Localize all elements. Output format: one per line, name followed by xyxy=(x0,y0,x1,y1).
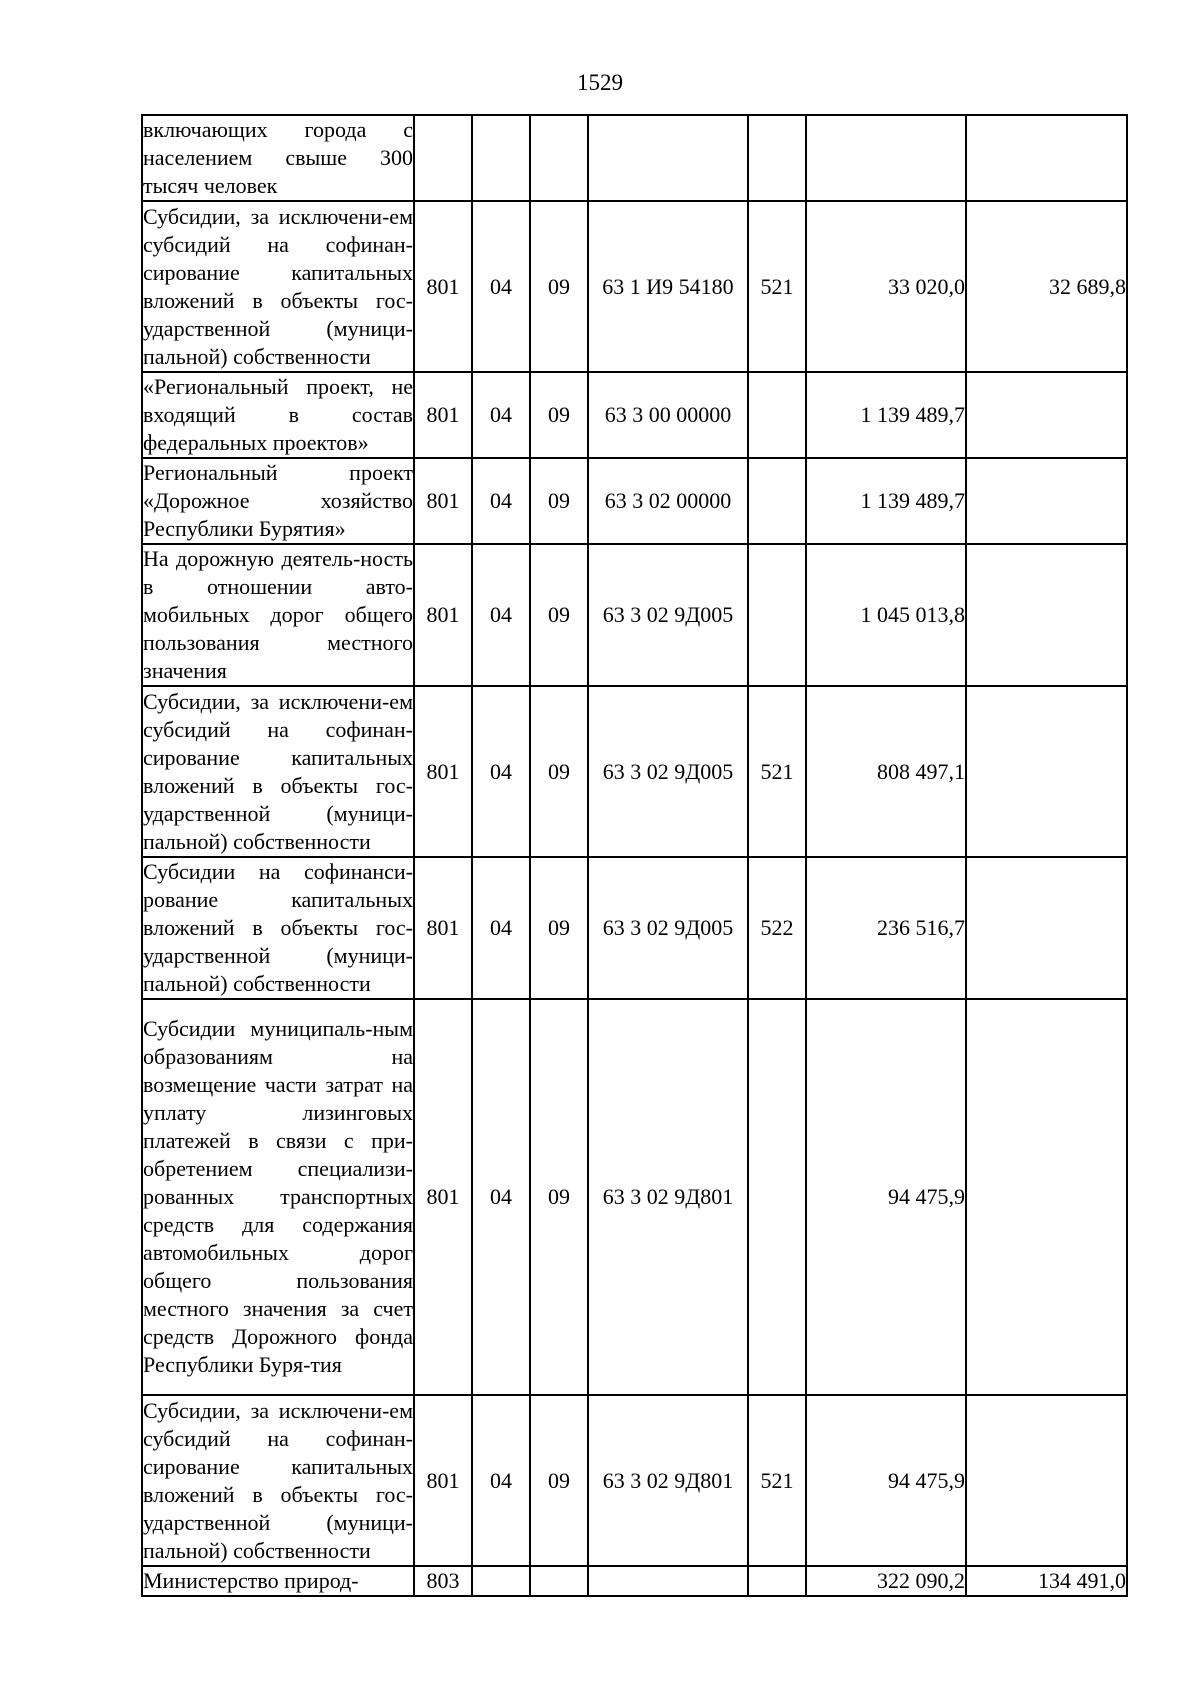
table-row xyxy=(142,544,1127,686)
amount-cell xyxy=(966,857,1127,999)
row-name-cell: На дорожную деятель-ность в отношении авто-мобильных дорог общего пользования местного значения xyxy=(142,544,414,686)
amount-cell: 808 497,1 xyxy=(806,686,966,857)
amount-cell: 1 139 489,7 xyxy=(806,458,966,544)
ministry-code-cell: 801 xyxy=(414,1395,472,1566)
subsection-cell: 09 xyxy=(530,544,588,686)
amount-cell xyxy=(966,1395,1127,1566)
ministry-code-cell: 801 xyxy=(414,857,472,999)
section-cell: 04 xyxy=(472,686,530,857)
expense-type-cell: 521 xyxy=(748,686,806,857)
section-cell: 04 xyxy=(472,544,530,686)
expense-type-cell xyxy=(748,1566,806,1596)
table-row xyxy=(142,372,1127,458)
table-row xyxy=(142,857,1127,999)
row-name-cell: Субсидии муниципаль-ным образованиям на возмещение части затрат на уплату лизинговых платежей в связи с при-обретением специализи-рованных транспортных средств для содержания автомобильных дорог общего пользования местного значения за счет средств Дорожного фонда Республики Буря-тия xyxy=(142,999,414,1395)
ministry-code-cell: 803 xyxy=(414,1566,472,1596)
table-row xyxy=(142,201,1127,372)
row-name-cell: Региональный проект «Дорожное хозяйство Республики Бурятия» xyxy=(142,458,414,544)
section-cell xyxy=(472,115,530,201)
expense-type-cell xyxy=(748,999,806,1395)
expense-type-cell: 522 xyxy=(748,857,806,999)
ministry-code-cell: 801 xyxy=(414,544,472,686)
section-cell: 04 xyxy=(472,1395,530,1566)
amount-cell xyxy=(966,686,1127,857)
ministry-code-cell: 801 xyxy=(414,458,472,544)
subsection-cell: 09 xyxy=(530,857,588,999)
expense-type-cell xyxy=(748,458,806,544)
subsection-cell xyxy=(530,1566,588,1596)
subsection-cell: 09 xyxy=(530,458,588,544)
table-row xyxy=(142,1566,1127,1596)
ministry-code-cell: 801 xyxy=(414,201,472,372)
amount-cell: 236 516,7 xyxy=(806,857,966,999)
expense-type-cell xyxy=(748,115,806,201)
section-cell: 04 xyxy=(472,999,530,1395)
section-cell: 04 xyxy=(472,372,530,458)
section-cell: 04 xyxy=(472,201,530,372)
ministry-code-cell xyxy=(414,115,472,201)
amount-cell: 322 090,2 xyxy=(806,1566,966,1596)
table-row xyxy=(142,1395,1127,1566)
target-article-cell xyxy=(588,115,748,201)
table-row xyxy=(142,999,1127,1395)
row-name-cell: Субсидии, за исключени-ем субсидий на софинан-сирование капитальных вложений в объекты гос-ударственной (муници-пальной) собственности xyxy=(142,1395,414,1566)
target-article-cell: 63 3 00 00000 xyxy=(588,372,748,458)
amount-cell: 1 139 489,7 xyxy=(806,372,966,458)
amount-cell xyxy=(806,115,966,201)
amount-cell xyxy=(966,458,1127,544)
row-name-cell: «Региональный проект, не входящий в состав федеральных проектов» xyxy=(142,372,414,458)
subsection-cell: 09 xyxy=(530,686,588,857)
ministry-code-cell: 801 xyxy=(414,372,472,458)
table-row xyxy=(142,458,1127,544)
subsection-cell: 09 xyxy=(530,372,588,458)
amount-cell: 94 475,9 xyxy=(806,999,966,1395)
target-article-cell: 63 3 02 9Д005 xyxy=(588,686,748,857)
ministry-code-cell: 801 xyxy=(414,999,472,1395)
expense-type-cell xyxy=(748,544,806,686)
target-article-cell: 63 3 02 00000 xyxy=(588,458,748,544)
amount-cell: 33 020,0 xyxy=(806,201,966,372)
amount-cell xyxy=(966,544,1127,686)
subsection-cell: 09 xyxy=(530,1395,588,1566)
target-article-cell: 63 1 И9 54180 xyxy=(588,201,748,372)
subsection-cell: 09 xyxy=(530,999,588,1395)
row-name-cell: включающих города с населением свыше 300 тысяч человек xyxy=(142,115,414,201)
amount-cell xyxy=(966,115,1127,201)
section-cell: 04 xyxy=(472,458,530,544)
section-cell xyxy=(472,1566,530,1596)
subsection-cell xyxy=(530,115,588,201)
table-row xyxy=(142,115,1127,201)
target-article-cell: 63 3 02 9Д005 xyxy=(588,857,748,999)
row-name-cell: Субсидии, за исключени-ем субсидий на софинан-сирование капитальных вложений в объекты гос-ударственной (муници-пальной) собственности xyxy=(142,686,414,857)
amount-cell: 134 491,0 xyxy=(966,1566,1127,1596)
table-row xyxy=(142,686,1127,857)
page-number: 1529 xyxy=(577,70,623,95)
expense-type-cell: 521 xyxy=(748,201,806,372)
subsection-cell: 09 xyxy=(530,201,588,372)
target-article-cell: 63 3 02 9Д801 xyxy=(588,1395,748,1566)
target-article-cell: 63 3 02 9Д801 xyxy=(588,999,748,1395)
target-article-cell xyxy=(588,1566,748,1596)
amount-cell: 94 475,9 xyxy=(806,1395,966,1566)
amount-cell: 32 689,8 xyxy=(966,201,1127,372)
budget-table xyxy=(141,114,1128,1597)
row-name-cell: Субсидии, за исключени-ем субсидий на софинан-сирование капитальных вложений в объекты гос-ударственной (муници-пальной) собственности xyxy=(142,201,414,372)
expense-type-cell xyxy=(748,372,806,458)
row-name-cell: Субсидии на софинанси-рование капитальных вложений в объекты гос-ударственной (муници-пальной) собственности xyxy=(142,857,414,999)
amount-cell xyxy=(966,372,1127,458)
section-cell: 04 xyxy=(472,857,530,999)
expense-type-cell: 521 xyxy=(748,1395,806,1566)
ministry-code-cell: 801 xyxy=(414,686,472,857)
row-name-cell: Министерство природ- xyxy=(142,1566,414,1596)
amount-cell: 1 045 013,8 xyxy=(806,544,966,686)
amount-cell xyxy=(966,999,1127,1395)
target-article-cell: 63 3 02 9Д005 xyxy=(588,544,748,686)
